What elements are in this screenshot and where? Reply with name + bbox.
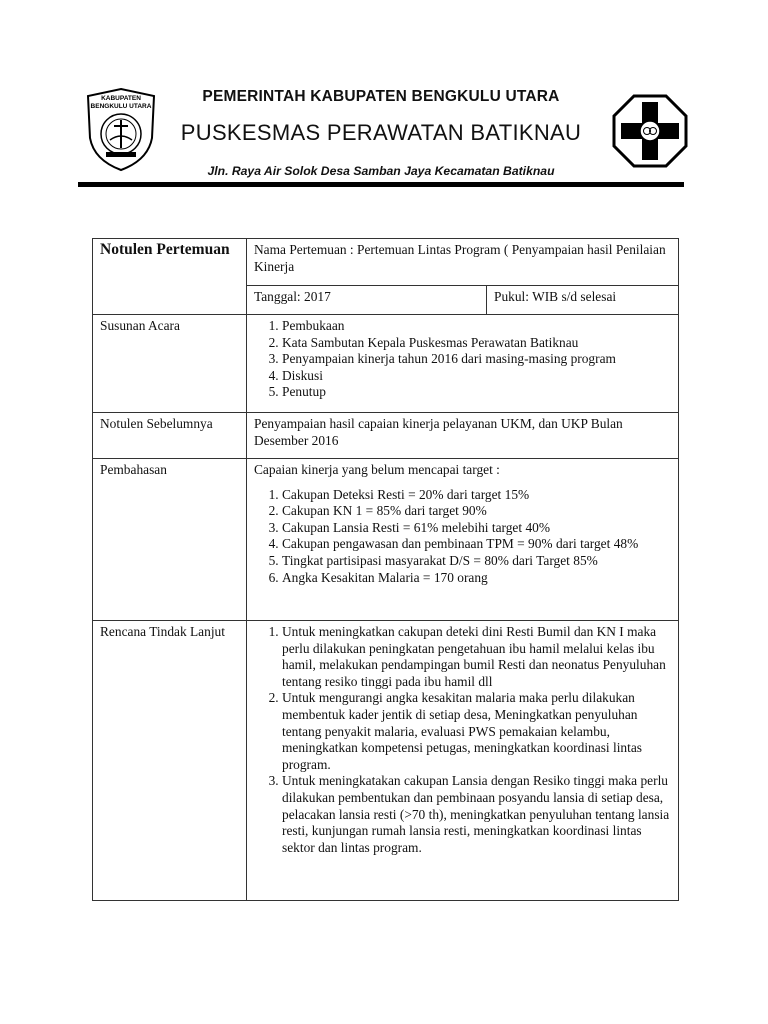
table-row bbox=[93, 315, 679, 413]
list-item: 2. Untuk mengurangi angka kesakitan malaria maka perlu dilakukan membentuk kader jentik di setiap desa, Meningkatkan penyuluhan tentang penyakit malaria, evaluasi PWS pemakaian kelambu, meningkatkan kompetensi petugas, meningkatkan koordinasi lintas program. bbox=[282, 690, 671, 773]
list-item: 4. Cakupan pengawasan dan pembinaan TPM = 90% dari target 48% bbox=[282, 536, 671, 553]
discussion-list bbox=[254, 487, 671, 587]
discussion-label: Pembahasan bbox=[93, 459, 247, 621]
follow-up-label: Rencana Tindak Lanjut bbox=[93, 621, 247, 901]
agenda-label: Susunan Acara bbox=[93, 315, 247, 413]
list-item: 3. Cakupan Lansia Resti = 61% melebihi target 40% bbox=[282, 520, 671, 537]
notulen-title-cell bbox=[93, 239, 247, 315]
list-item: 6. Angka Kesakitan Malaria = 170 orang bbox=[282, 570, 671, 587]
puskesmas-cross-icon bbox=[612, 94, 688, 168]
header-puskesmas: PUSKESMAS PERAWATAN BATIKNAU bbox=[180, 120, 582, 145]
list-item: 5. Penutup bbox=[282, 384, 671, 401]
list-item: 2. Cakupan KN 1 = 85% dari target 90% bbox=[282, 503, 671, 520]
previous-notes-label: Notulen Sebelumnya bbox=[93, 413, 247, 459]
list-item: 2. Kata Sambutan Kepala Puskesmas Perawatan Batiknau bbox=[282, 335, 671, 352]
agenda-list bbox=[254, 318, 671, 401]
crest-text-top1: KABUPATEN bbox=[101, 95, 141, 102]
list-item: 5. Tingkat partisipasi masyarakat D/S = 80% dari Target 85% bbox=[282, 553, 671, 570]
table-row bbox=[93, 413, 679, 459]
list-item: 1. Pembukaan bbox=[282, 318, 671, 335]
notulen-table bbox=[92, 238, 679, 901]
header-government: PEMERINTAH KABUPATEN BENGKULU UTARA bbox=[202, 88, 560, 105]
list-item: 1. Untuk meningkatkan cakupan deteki dini Resti Bumil dan KN I maka perlu dilakukan peningkatan pengetahuan ibu hamil melalui kelas ibu hamil, melakukan pendampingan bumil Resti dan neonatus Penyuluhan tentang resiko tinggi pada ibu hamil dll bbox=[282, 624, 671, 690]
meeting-time: Pukul: WIB s/d selesai bbox=[487, 286, 679, 315]
header-address: Jln. Raya Air Solok Desa Samban Jaya Kecamatan Batiknau bbox=[207, 164, 555, 178]
agenda-cell bbox=[247, 315, 679, 413]
follow-up-list bbox=[254, 624, 671, 856]
header-divider bbox=[78, 182, 684, 187]
list-item: 3. Untuk meningkatakan cakupan Lansia dengan Resiko tinggi maka perlu dilakukan pembentukan dan pembinaan posyandu lansia di setiap desa, pelacakan lansia resti (>70 th), meningkatkan penyuluhan tentang lansia resti, kunjungan rumah lansia resti, meningkatkan koordinasi lintas sektor dan lintas program. bbox=[282, 773, 671, 856]
discussion-intro: Capaian kinerja yang belum mencapai target : bbox=[254, 462, 500, 477]
follow-up-cell bbox=[247, 621, 679, 901]
notulen-title: Notulen Pertemuan bbox=[100, 241, 230, 258]
previous-notes-text: Penyampaian hasil capaian kinerja pelayanan UKM, dan UKP Bulan Desember 2016 bbox=[247, 413, 679, 459]
list-item: 4. Diskusi bbox=[282, 368, 671, 385]
list-item: 3. Penyampaian kinerja tahun 2016 dari masing-masing program bbox=[282, 351, 671, 368]
meeting-date: Tanggal: 2017 bbox=[247, 286, 487, 315]
table-row bbox=[93, 621, 679, 901]
table-row bbox=[93, 239, 679, 286]
meeting-name: Nama Pertemuan : Pertemuan Lintas Program ( Penyampaian hasil Penilaian Kinerja bbox=[247, 239, 679, 286]
discussion-cell bbox=[247, 459, 679, 621]
list-item: 1. Cakupan Deteksi Resti = 20% dari target 15% bbox=[282, 487, 671, 504]
letterhead bbox=[78, 84, 684, 188]
table-row bbox=[93, 459, 679, 621]
crest-text-top2: BENGKULU UTARA bbox=[90, 103, 152, 110]
